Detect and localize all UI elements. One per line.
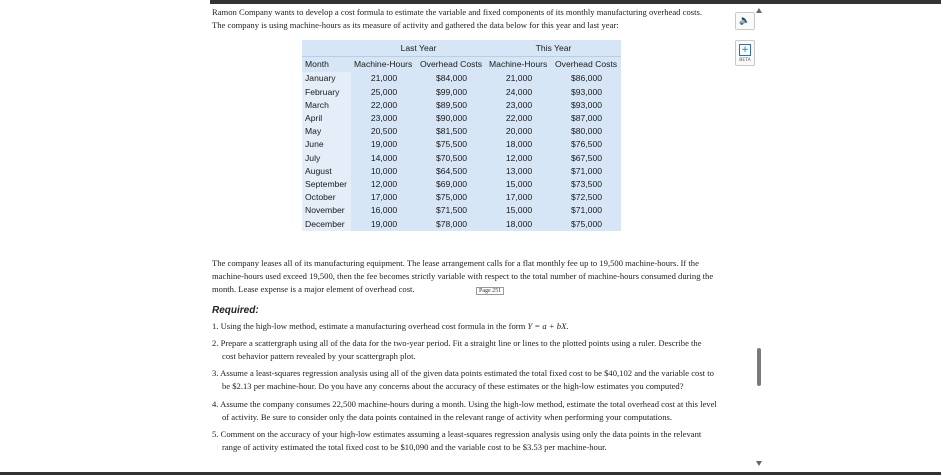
ty-machine-hours-cell: 15,000 xyxy=(505,205,533,216)
question-text: 5. Comment on the accuracy of your high-low estimates assuming a least-squares regression analysis using only the data points in the relevant range of activity estimated the total fixed cost to be $10,090 and the variable cost to be $3.53 per machine-hour. xyxy=(212,429,702,453)
column-header-month: Month xyxy=(305,59,329,70)
speaker-icon: 🔈 xyxy=(739,16,751,26)
table-row xyxy=(302,204,621,217)
ly-overhead-cost-cell: $75,000 xyxy=(435,192,468,203)
ly-machine-hours-cell: 25,000 xyxy=(370,86,398,97)
table-column-header-row xyxy=(302,57,621,73)
scrollbar-thumb[interactable] xyxy=(757,348,761,386)
page-number-tag: Page 251 xyxy=(476,287,504,295)
table-row xyxy=(302,152,621,165)
ly-machine-hours-cell: 22,000 xyxy=(370,99,398,110)
question-text: 2. Prepare a scattergraph using all of the data for the two-year period. Fit a straight line or lines to the plotted points using a ruler. Describe the cost behavior pattern revealed by your scattergraph plot. xyxy=(212,337,702,362)
ly-machine-hours-cell: 19,000 xyxy=(370,218,398,229)
cost-formula: Y = a + bX xyxy=(527,320,567,331)
month-cell: September xyxy=(302,178,351,191)
question-3 xyxy=(212,367,717,393)
month-cell: March xyxy=(302,99,351,112)
ly-machine-hours-cell: 16,000 xyxy=(370,205,398,216)
beta-feature-button[interactable] xyxy=(735,40,755,66)
scroll-up-arrow[interactable] xyxy=(756,8,762,13)
table-row xyxy=(302,218,621,231)
ty-overhead-cost-cell: $71,000 xyxy=(570,165,603,176)
problem-content xyxy=(212,6,717,454)
ty-overhead-cost-cell: $80,000 xyxy=(570,126,603,137)
ly-overhead-cost-cell: $64,500 xyxy=(435,165,468,176)
ly-overhead-cost-cell: $75,500 xyxy=(435,139,468,150)
month-cell: May xyxy=(302,125,351,138)
ly-overhead-cost-cell: $99,000 xyxy=(435,86,468,97)
ty-overhead-cost-cell: $71,000 xyxy=(570,205,603,216)
ly-overhead-cost-cell: $71,500 xyxy=(435,205,468,216)
group-header-last-year: Last Year xyxy=(351,40,486,57)
month-cell: January xyxy=(302,72,351,85)
ty-overhead-cost-cell: $72,500 xyxy=(570,192,603,203)
ly-machine-hours-cell: 17,000 xyxy=(370,192,398,203)
scroll-down-arrow[interactable] xyxy=(756,461,762,466)
question-2 xyxy=(212,337,717,363)
ty-overhead-cost-cell: $67,500 xyxy=(570,152,603,163)
ly-machine-hours-cell: 19,000 xyxy=(370,139,398,150)
left-margin xyxy=(0,0,210,475)
ly-machine-hours-cell: 23,000 xyxy=(370,113,398,124)
ty-overhead-cost-cell: $76,500 xyxy=(570,139,603,150)
ly-machine-hours-cell: 20,500 xyxy=(370,126,398,137)
required-heading: Required: xyxy=(212,305,259,317)
ly-machine-hours-cell: 14,000 xyxy=(370,152,398,163)
ty-machine-hours-cell: 20,000 xyxy=(505,126,533,137)
questions-list xyxy=(212,320,717,455)
table-row xyxy=(302,125,621,138)
data-table-wrapper xyxy=(302,40,717,230)
table-row xyxy=(302,99,621,112)
column-header-ly-machine-hours: Machine-Hours xyxy=(354,59,413,70)
ly-overhead-cost-cell: $70,500 xyxy=(435,152,468,163)
table-row xyxy=(302,191,621,204)
table-row xyxy=(302,138,621,151)
month-cell: August xyxy=(302,165,351,178)
lease-paragraph: The company leases all of its manufacturing equipment. The lease arrangement calls for a flat monthly fee up to 19,500 machine-hours. If the machine-hours used exceed 19,500, then the fee becomes strictly variable with respect to the total number of machine-hours consumed during the month. Lease expense is a major element of overhead cost. xyxy=(212,257,714,295)
column-header-ly-overhead-costs: Overhead Costs xyxy=(420,59,483,70)
table-row xyxy=(302,72,621,85)
ly-overhead-cost-cell: $89,500 xyxy=(435,99,468,110)
beta-label: BETA xyxy=(739,58,751,63)
intro-paragraph: Ramon Company wants to develop a cost formula to estimate the variable and fixed components of its monthly manufacturing overhead costs. The company is using machine-hours as its measure of activity and gathered the data below for this year and last year: xyxy=(212,7,702,31)
question-4 xyxy=(212,398,717,424)
ly-machine-hours-cell: 21,000 xyxy=(370,73,398,84)
ty-machine-hours-cell: 15,000 xyxy=(505,179,533,190)
table-corner-cell xyxy=(302,40,351,57)
ty-overhead-cost-cell: $93,000 xyxy=(570,86,603,97)
ly-overhead-cost-cell: $84,000 xyxy=(435,73,468,84)
month-cell: October xyxy=(302,191,351,204)
table-row xyxy=(302,165,621,178)
ly-overhead-cost-cell: $90,000 xyxy=(435,113,468,124)
ty-machine-hours-cell: 18,000 xyxy=(505,139,533,150)
month-cell: July xyxy=(302,152,351,165)
column-header-ty-machine-hours: Machine-Hours xyxy=(489,59,548,70)
ty-machine-hours-cell: 23,000 xyxy=(505,99,533,110)
add-note-icon: + xyxy=(739,44,751,56)
question-text: 4. Assume the company consumes 22,500 machine-hours during a month. Using the high-low method, estimate the total overhead cost at this level of activity. Be sure to consider only the data points contained in the relevant range of activity when performing your computations. xyxy=(212,398,717,422)
ty-overhead-cost-cell: $86,000 xyxy=(570,73,603,84)
ly-overhead-cost-cell: $69,000 xyxy=(435,179,468,190)
table-group-header-row xyxy=(302,40,621,57)
question-text: 3. Assume a least-squares regression analysis using all of the given data points estimated the total fixed cost to be $40,102 and the variable cost to be $2.13 per machine-hour. Do you have any concerns about the accuracy of these estimates or the high-low estimates you computed? xyxy=(212,368,714,392)
ty-overhead-cost-cell: $87,000 xyxy=(570,113,603,124)
ty-machine-hours-cell: 13,000 xyxy=(505,165,533,176)
ly-overhead-cost-cell: $78,000 xyxy=(435,218,468,229)
ty-machine-hours-cell: 24,000 xyxy=(505,86,533,97)
month-cell: November xyxy=(302,204,351,217)
ly-machine-hours-cell: 10,000 xyxy=(370,165,398,176)
ly-overhead-cost-cell: $81,500 xyxy=(435,126,468,137)
question-text: 1. Using the high-low method, estimate a manufacturing overhead cost formula in the form xyxy=(212,320,528,331)
overhead-data-table xyxy=(302,40,621,230)
question-5 xyxy=(212,428,717,454)
ty-machine-hours-cell: 12,000 xyxy=(505,152,533,163)
table-row xyxy=(302,112,621,125)
ty-overhead-cost-cell: $93,000 xyxy=(570,99,603,110)
ly-machine-hours-cell: 12,000 xyxy=(370,179,398,190)
ty-overhead-cost-cell: $75,000 xyxy=(570,218,603,229)
question-text-end: . xyxy=(566,320,569,331)
table-body xyxy=(302,72,621,230)
month-cell: April xyxy=(302,112,351,125)
ty-overhead-cost-cell: $73,500 xyxy=(570,179,603,190)
month-cell: December xyxy=(302,218,351,231)
ty-machine-hours-cell: 18,000 xyxy=(505,218,533,229)
ty-machine-hours-cell: 17,000 xyxy=(505,192,533,203)
audio-button[interactable] xyxy=(735,12,755,30)
month-cell: June xyxy=(302,138,351,151)
ty-machine-hours-cell: 22,000 xyxy=(505,113,533,124)
ty-machine-hours-cell: 21,000 xyxy=(505,73,533,84)
month-cell: February xyxy=(302,86,351,99)
group-header-this-year: This Year xyxy=(486,40,621,57)
question-1 xyxy=(212,320,717,333)
column-header-ty-overhead-costs: Overhead Costs xyxy=(555,59,618,70)
table-row xyxy=(302,178,621,191)
table-row xyxy=(302,86,621,99)
